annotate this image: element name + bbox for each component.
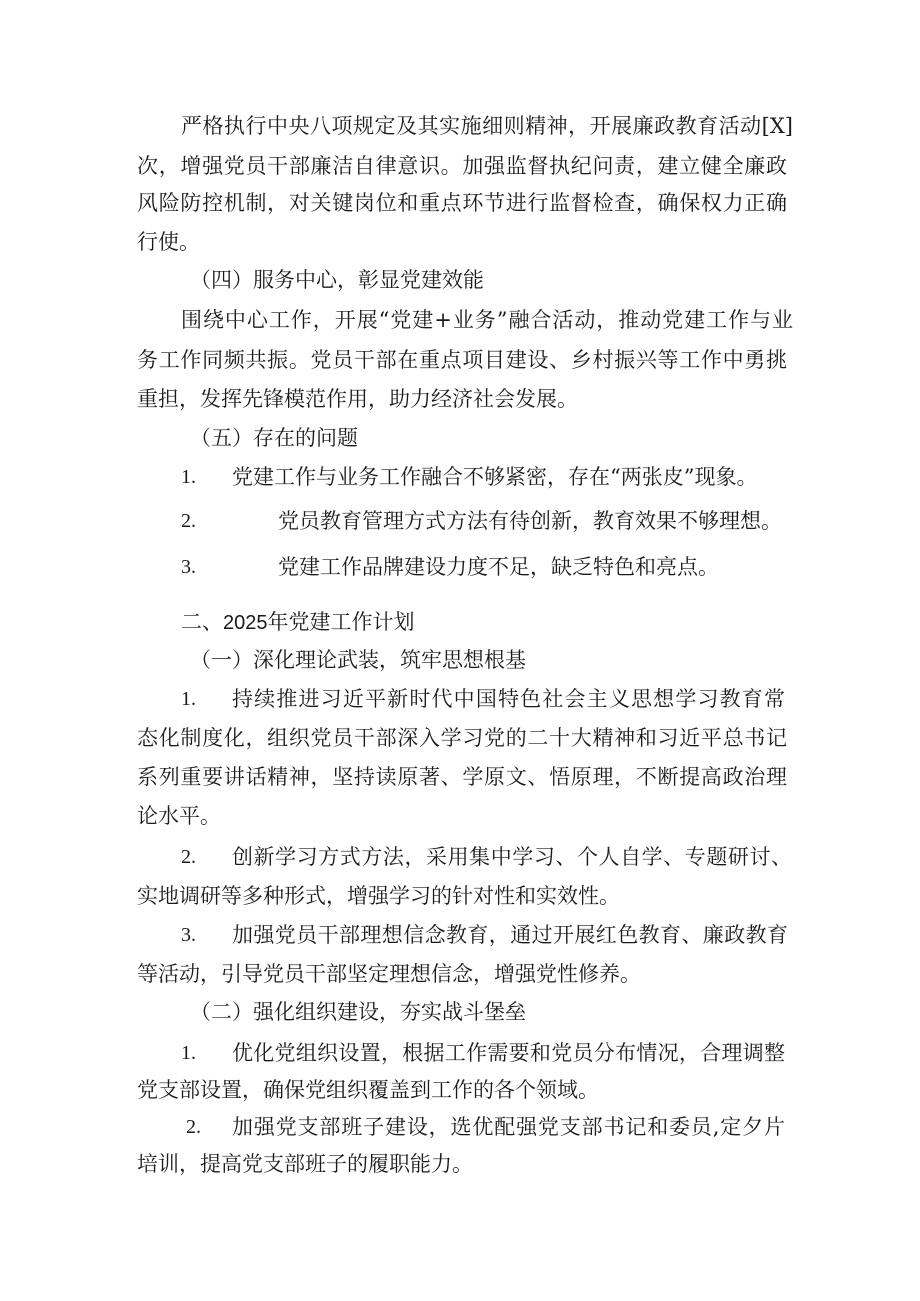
list-number: 1.	[181, 466, 196, 488]
paragraph-line: 务工作同频共振。党员干部在重点项目建设、乡村振兴等工作中勇挑	[137, 348, 787, 372]
section-heading: （五）存在的问题	[190, 426, 358, 450]
paragraph-line: 系列重要讲话精神，坚持读原著、学原文、悟原理，不断提高政治理	[137, 765, 787, 789]
list-item-text: 党建工作与业务工作融合不够紧密，存在“两张皮”现象。	[232, 465, 758, 489]
paragraph-line: 加强党员干部理想信念教育，通过开展红色教育、廉政教育	[232, 923, 788, 947]
list-item-text: 党员教育管理方式方法有待创新，教育效果不够理想。	[278, 509, 782, 533]
paragraph-line: 实地调研等多种形式，增强学习的针对性和实效性。	[137, 884, 620, 908]
list-number: 3.	[181, 556, 196, 578]
paragraph-line: 围绕中心工作，开展“党建+业务”融合活动，推动党建工作与业	[181, 308, 793, 332]
paragraph-line: 论水平。	[137, 804, 221, 828]
part-heading-suffix: 年党建工作计划	[267, 610, 415, 634]
paragraph-line: 严格执行中央八项规定及其实施细则精神，开展廉政教育活动[X]	[181, 114, 793, 138]
paragraph-line: 行使。	[137, 230, 200, 254]
list-number: 1.	[181, 688, 196, 710]
section-heading: （二）强化组织建设，夯实战斗堡垒	[190, 1000, 526, 1024]
paragraph-line: 优化党组织设置，根据工作需要和党员分布情况，合理调整	[232, 1041, 785, 1065]
part-heading	[181, 608, 415, 637]
list-number: 3.	[181, 924, 196, 946]
section-heading: （一）深化理论武装，筑牢思想根基	[190, 648, 526, 672]
list-number: 2.	[186, 1116, 201, 1138]
paragraph-line: 创新学习方式方法，采用集中学习、个人自学、专题研讨、	[232, 845, 792, 869]
paragraph-line: 态化制度化，组织党员干部深入学习党的二十大精神和习近平总书记	[137, 726, 787, 750]
paragraph-line: 加强党支部班子建设，选优配强党支部书记和委员,定夕片	[232, 1115, 785, 1139]
paragraph-line: 风险防控机制，对关键岗位和重点环节进行监督检查，确保权力正确	[137, 191, 787, 215]
paragraph-line: 等活动，引导党员干部坚定理想信念，增强党性修养。	[137, 962, 641, 986]
part-heading-year: 2025	[223, 612, 268, 634]
section-heading: （四）服务中心，彰显党建效能	[190, 268, 484, 292]
list-item-text: 党建工作品牌建设力度不足，缺乏特色和亮点。	[278, 555, 719, 579]
list-number: 1.	[181, 1042, 196, 1064]
paragraph-line: 次，增强党员干部廉洁自律意识。加强监督执纪问责，建立健全廉政	[137, 154, 787, 178]
list-number: 2.	[181, 846, 196, 868]
paragraph-line: 重担，发挥先锋模范作用，助力经济社会发展。	[137, 387, 578, 411]
paragraph-line: 培训，提高党支部班子的履职能力。	[137, 1152, 473, 1176]
paragraph-line: 党支部设置，确保党组织覆盖到工作的各个领域。	[137, 1078, 599, 1102]
part-heading-prefix: 二、	[181, 610, 223, 634]
paragraph-line: 持续推进习近平新时代中国特色社会主义思想学习教育常	[232, 687, 785, 711]
list-number: 2.	[181, 510, 196, 532]
